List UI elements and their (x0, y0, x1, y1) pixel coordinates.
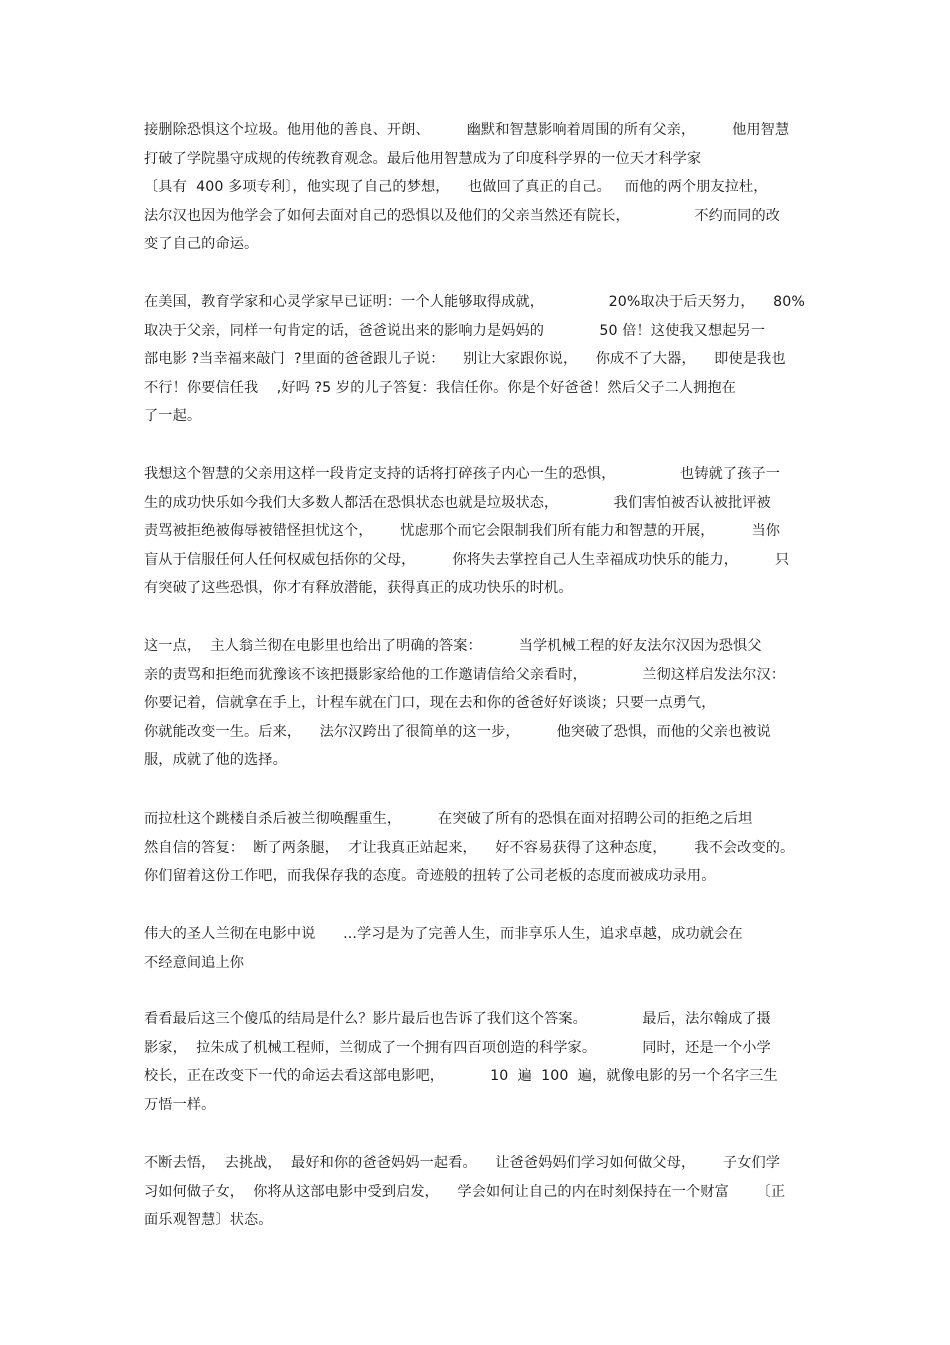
paragraph-line: 伟大的圣人兰彻在电影中说 ...学习是为了完善人生，而非享乐人生，追求卓越，成功就会在 (144, 926, 743, 942)
paragraph-line: 不行！你要信任我 ,好吗 ?5 岁的儿子答复：我信任你。你是个好爸爸！然后父子二人拥抱在 (144, 379, 736, 396)
paragraph-6 (144, 920, 814, 977)
paragraph-2 (144, 288, 814, 431)
paragraph-line: 部电影 ?当幸福来敲门 ?里面的爸爸跟儿子说： 别让大家跟你说， 你成不了大器， 即使是我也 (144, 351, 786, 367)
paragraph-line: 你就能改变一生。后来， 法尔汉跨出了很简单的这一步， 他突破了恐惧，而他的父亲也被说 (144, 723, 771, 740)
paragraph-line: 你们留着这份工作吧，而我保存我的态度。奇迹般的扭转了公司老板的态度而被成功录用。 (144, 868, 716, 884)
paragraph-line: 然自信的答复： 断了两条腿， 才让我真正站起来， 好不容易获得了这种态度， 我不会改变的。 (144, 839, 795, 856)
paragraph-line: 法尔汉也因为他学会了如何去面对自己的恐惧以及他们的父亲当然还有院长， 不约而同的改 (144, 207, 781, 224)
paragraph-line: 责骂被拒绝被侮辱被错怪担忧这个， 忧虑那个而它会限制我们所有能力和智慧的开展， 当你 (144, 523, 781, 539)
paragraph-line: 习如何做子女， 你将从这部电影中受到启发， 学会如何让自己的内在时刻保持在一个财富 〔正 (144, 1183, 786, 1200)
paragraph-line: 校长，正在改变下一代的命运去看这部电影吧， 10 遍 100 遍，就像电影的另一个名字三生 (144, 1068, 778, 1084)
paragraph-8 (144, 1149, 814, 1235)
paragraph-line: 看看最后这三个傻瓜的结局是什么？影片最后也告诉了我们这个答案。 最后，法尔翰成了摄 (144, 1011, 771, 1027)
paragraph-4 (144, 632, 814, 775)
paragraph-line: 有突破了这些恐惧，你才有释放潜能，获得真正的成功快乐的时机。 (144, 580, 573, 596)
paragraph-line: 不经意间追上你 (144, 954, 245, 971)
paragraph-line: 我想这个智慧的父亲用这样一段肯定支持的话将打碎孩子内心一生的恐惧， 也铸就了孩子一 (144, 466, 781, 482)
paragraph-line: 生的成功快乐如今我们大多数人都活在恐惧状态也就是垃圾状态， 我们害怕被否认被批评被 (144, 494, 771, 511)
paragraph-line: 变了自己的命运。 (144, 236, 259, 252)
paragraph-line: 万悟一样。 (144, 1096, 216, 1113)
paragraph-line: 在美国，教育学家和心灵学家早已证明：一个人能够取得成就， 20%取决于后天努力， 80% (144, 294, 805, 310)
paragraph-line: 面乐观智慧〕状态。 (144, 1212, 273, 1228)
paragraph-line: 这一点， 主人翁兰彻在电影里也给出了明确的答案： 当学机械工程的好友法尔汉因为恐惧父 (144, 638, 762, 654)
paragraph-7 (144, 1005, 814, 1119)
paragraph-line: 而拉杜这个跳楼自杀后被兰彻唤醒重生， 在突破了所有的恐惧在面对招聘公司的拒绝之后坦 (144, 811, 753, 827)
paragraph-line: 亲的责骂和拒绝而犹豫该不该把摄影家给他的工作邀请信给父亲看时， 兰彻这样启发法尔汉： (144, 666, 786, 683)
paragraph-line: 盲从于信服任何人任何权威包括你的父母， 你将失去掌控自己人生幸福成功快乐的能力， 只 (144, 551, 790, 568)
paragraph-line: 影家， 拉朱成了机械工程师，兰彻成了一个拥有四百项创造的科学家。 同时，还是一个小学 (144, 1039, 771, 1056)
paragraph-line: 〔具有 400 多项专利〕，他实现了自己的梦想， 也做回了真正的自己。 而他的两个朋友拉杜， (144, 179, 768, 195)
paragraph-1 (144, 116, 814, 259)
paragraph-5 (144, 805, 814, 891)
paragraph-line: 打破了学院墨守成规的传统教育观念。最后他用智慧成为了印度科学界的一位天才科学家 (144, 150, 702, 167)
paragraph-line: 取决于父亲，同样一句肯定的话，爸爸说出来的影响力是妈妈的 50 倍！这使我又想起另一 (144, 322, 766, 339)
paragraph-line: 不断去悟， 去挑战， 最好和你的爸爸妈妈一起看。 让爸爸妈妈们学习如何做父母， 子女们学 (144, 1155, 781, 1171)
paragraph-line: 了一起。 (144, 408, 202, 424)
paragraph-line: 服，成就了他的选择。 (144, 752, 287, 768)
paragraph-3 (144, 460, 814, 603)
paragraph-line: 接删除恐惧这个垃圾。他用他的善良、开朗、 幽默和智慧影响着周围的所有父亲， 他用智慧 (144, 122, 790, 138)
paragraph-line: 你要记着，信就拿在手上，计程车就在门口，现在去和你的爸爸好好谈谈；只要一点勇气， (144, 695, 716, 711)
